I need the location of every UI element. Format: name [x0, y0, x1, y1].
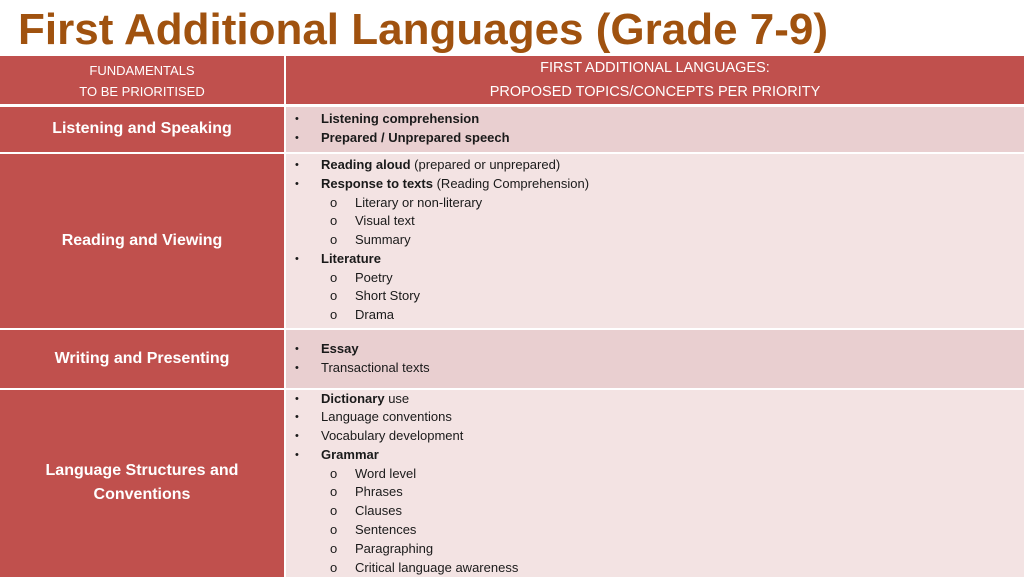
subtopic-text: Visual text [355, 213, 415, 229]
fundamental-writing-presenting: Writing and Presenting [0, 329, 285, 389]
subtopic-item [321, 269, 1024, 288]
fundamental-line1: Language Structures and [45, 462, 239, 480]
subtopic-text: Sentences [355, 522, 417, 538]
subtopic-item [321, 212, 1024, 231]
topic-text: Vocabulary development [321, 428, 464, 444]
bullet-icon: • [295, 252, 299, 265]
subtopic-text: Poetry [355, 269, 393, 285]
subtopic-text: Literary or non-literary [355, 194, 483, 210]
bullet-icon: • [295, 342, 299, 355]
topic-bold: Listening comprehension [321, 111, 480, 127]
subtopic-list [321, 269, 1024, 325]
circle-bullet-icon: o [330, 540, 338, 556]
circle-bullet-icon: o [330, 465, 338, 481]
topic-item [286, 390, 1024, 409]
circle-bullet-icon: o [330, 522, 338, 538]
topics-reading-viewing [285, 153, 1024, 329]
bullet-icon: • [295, 361, 299, 374]
topic-bold: Response to texts [321, 175, 433, 191]
topic-item [286, 446, 1024, 578]
circle-bullet-icon: o [330, 288, 338, 304]
topic-text: (prepared or unprepared) [410, 156, 561, 172]
bullet-icon: • [295, 430, 299, 443]
topics-listening-speaking [285, 106, 1024, 153]
topic-text: Language conventions [321, 409, 452, 425]
topic-list [286, 390, 1024, 578]
topic-bold: Reading aloud [321, 156, 411, 172]
circle-bullet-icon: o [330, 194, 338, 210]
topic-item [286, 427, 1024, 446]
subtopic-text: Clauses [355, 503, 402, 519]
bullet-icon: • [295, 177, 299, 190]
circle-bullet-icon: o [330, 213, 338, 229]
topic-list [286, 156, 1024, 325]
header-fundamentals-line1: FUNDAMENTALS [89, 63, 195, 78]
topic-bold: Prepared / Unprepared speech [321, 130, 510, 146]
fundamental-line2: Conventions [93, 486, 191, 504]
bullet-icon: • [295, 158, 299, 171]
fundamental-reading-viewing: Reading and Viewing [0, 153, 285, 329]
circle-bullet-icon: o [330, 307, 338, 323]
circle-bullet-icon: o [330, 484, 338, 500]
header-fundamentals-line2: TO BE PRIORITISED [79, 84, 205, 99]
subtopic-item [321, 559, 1024, 578]
fundamental-listening-speaking: Listening and Speaking [0, 106, 285, 153]
subtopic-text: Summary [355, 232, 411, 248]
topic-item [286, 156, 1024, 175]
page-title: First Additional Languages (Grade 7-9) [18, 5, 829, 54]
subtopic-item [321, 521, 1024, 540]
topic-bold: Essay [321, 340, 359, 356]
bullet-icon: • [295, 132, 299, 145]
subtopic-item [321, 540, 1024, 559]
subtopic-item [321, 465, 1024, 484]
header-topics-line2: PROPOSED TOPICS/CONCEPTS PER PRIORITY [489, 84, 821, 100]
subtopic-text: Phrases [355, 484, 403, 500]
topic-text: Transactional texts [321, 359, 430, 375]
topics-table [0, 56, 1024, 579]
topic-item [286, 408, 1024, 427]
topic-item [286, 175, 1024, 250]
table-header-row [0, 56, 1024, 106]
subtopic-item [321, 287, 1024, 306]
topic-text: use [384, 390, 410, 406]
topic-text: (Reading Comprehension) [432, 175, 590, 191]
subtopic-text: Word level [355, 465, 417, 481]
header-topics [285, 56, 1024, 106]
topics-language-structures [285, 389, 1024, 579]
topic-bold: Grammar [321, 446, 379, 462]
subtopic-text: Short Story [355, 288, 421, 304]
topic-bold: Literature [321, 250, 381, 266]
topic-item [286, 340, 1024, 359]
bullet-icon: • [295, 448, 299, 461]
topic-item [286, 110, 1024, 129]
topic-bold: Dictionary [321, 390, 385, 406]
subtopic-item [321, 231, 1024, 250]
topic-list [286, 340, 1024, 378]
table-row-reading [0, 153, 1024, 329]
subtopic-item [321, 306, 1024, 325]
bullet-icon: • [295, 113, 299, 126]
subtopic-item [321, 502, 1024, 521]
subtopic-list [321, 194, 1024, 250]
circle-bullet-icon: o [330, 559, 338, 575]
subtopic-text: Critical language awareness [355, 559, 519, 575]
bullet-icon: • [295, 392, 299, 405]
topics-writing-presenting [285, 329, 1024, 389]
fundamental-language-structures [0, 389, 285, 579]
table-row-listening [0, 106, 1024, 153]
table-row-language [0, 389, 1024, 579]
topic-item [286, 250, 1024, 325]
subtopic-item [321, 483, 1024, 502]
bullet-icon: • [295, 411, 299, 424]
topic-item [286, 359, 1024, 378]
subtopic-item [321, 194, 1024, 213]
subtopic-text: Drama [355, 307, 395, 323]
circle-bullet-icon: o [330, 503, 338, 519]
header-topics-line1: FIRST ADDITIONAL LANGUAGES: [540, 60, 770, 76]
circle-bullet-icon: o [330, 269, 338, 285]
subtopic-text: Paragraphing [355, 540, 434, 556]
subtopic-list [321, 465, 1024, 578]
topic-item [286, 129, 1024, 148]
header-fundamentals [0, 56, 285, 106]
table-row-writing [0, 329, 1024, 389]
circle-bullet-icon: o [330, 232, 338, 248]
topic-list [286, 110, 1024, 148]
